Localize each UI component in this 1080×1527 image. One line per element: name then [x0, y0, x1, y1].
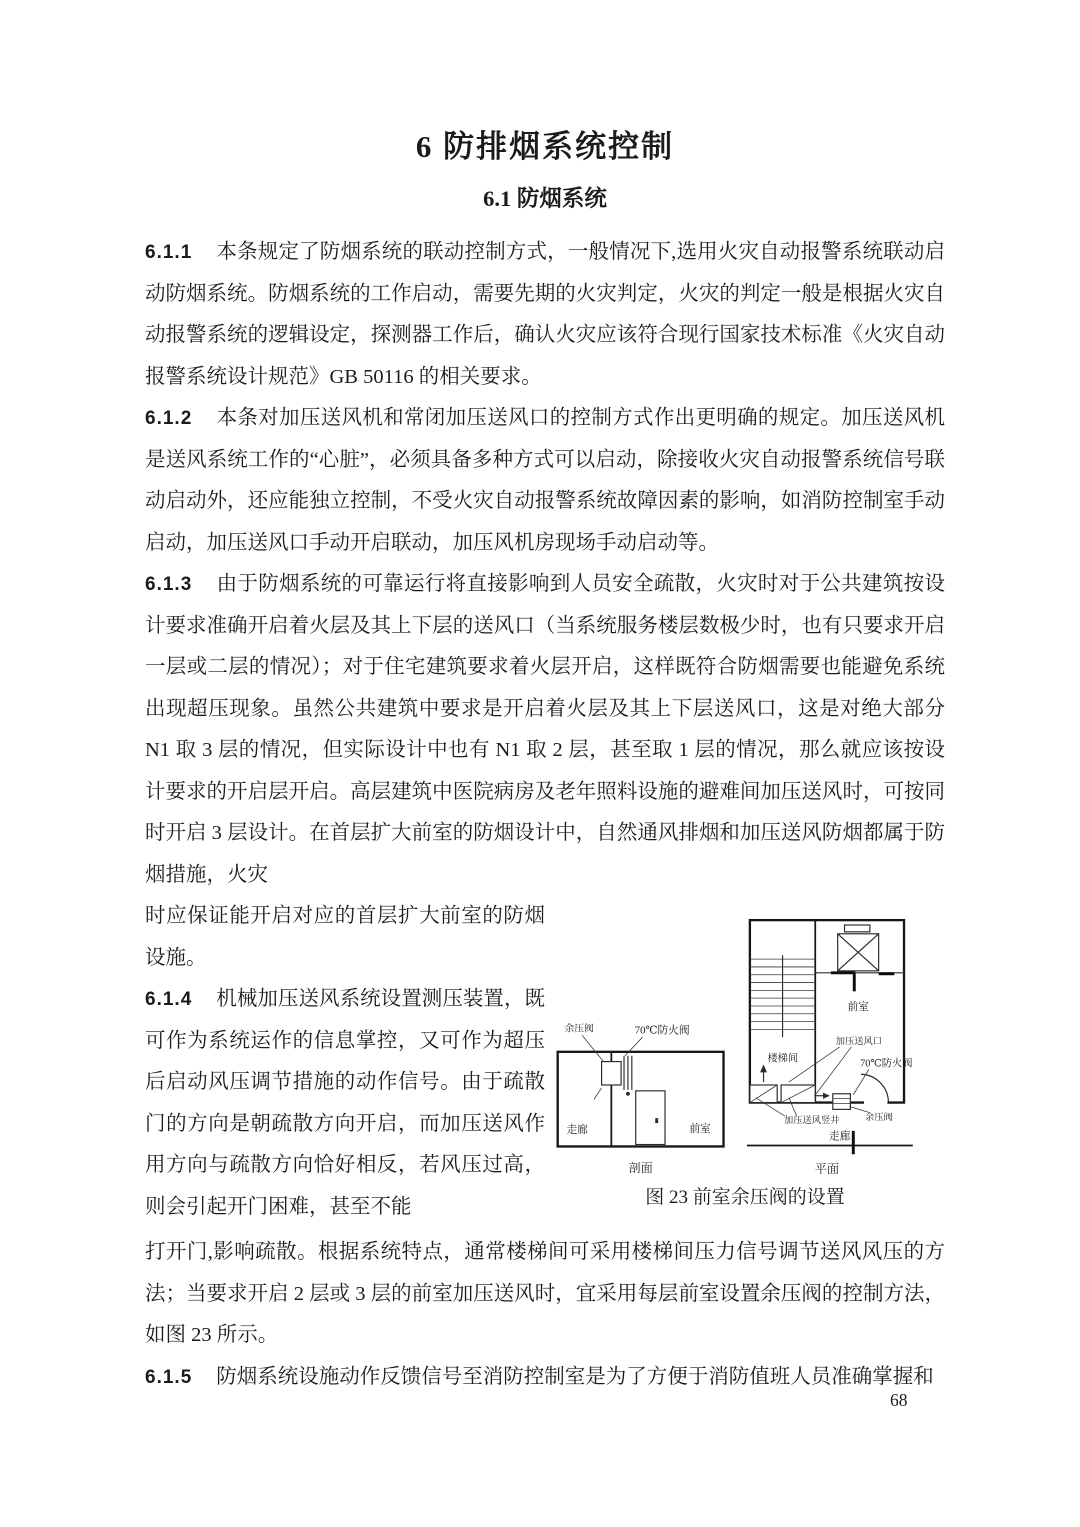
plan-outline [750, 920, 904, 1102]
figure-23 [545, 912, 945, 1209]
clause-text-6-1-2: 本条对加压送风机和常闭加压送风口的控制方式作出更明确的规定。加压送风机是送风系统工作的“心脏”，必须具备多种方式可以启动，除接收火灾自动报警系统信号联动启动外，还应能独立控制，不受火灾自动报警系统故障因素的影响，如消防控制室手动启动，加压送风口手动开启联动，加压风机房现场手动启动等。 [145, 407, 945, 554]
clause-number-6-1-5: 6.1.5 [145, 1366, 193, 1388]
narrow-text-column [145, 896, 545, 1228]
elevator-machine-box [845, 925, 870, 932]
clause-text-6-1-4-continued: 打开门,影响疏散。根据系统特点，通常楼梯间可采用楼梯间压力信号调节送风风压的方法；当要求开启 2 层或 3 层的前室加压送风时，宜采用每层前室设置余压阀的控制方法，如图 23 所示。 [145, 1241, 945, 1346]
clause-text-6-1-3-continued: 时应保证能开启对应的首层扩大前室的防烟设施。 [145, 905, 545, 969]
clause-text-6-1-5: 防烟系统设施动作反馈信号至消防控制室是为了方便于消防值班人员准确掌握和 [216, 1365, 934, 1388]
clause-6-1-1 [145, 232, 945, 398]
valve-leader-line [582, 1035, 603, 1061]
plan-damper-label: 70℃防火阀 [860, 1058, 913, 1070]
plan-anteroom-label: 前室 [847, 1000, 869, 1013]
clause-text-6-1-1: 本条规定了防烟系统的联动控制方式，一般情况下,选用火灾自动报警系统联动启动防烟系统。防烟系统的工作启动，需要先期的火灾判定，火灾的判定一般是根据火灾自动报警系统的逻辑设定，探测器工作后，确认火灾应该符合现行国家技术标准《火灾自动报警系统设计规范》GB 50116 的相关要求。 [145, 241, 945, 388]
page-content [145, 126, 945, 1398]
clause-6-1-5 [145, 1357, 945, 1399]
plan-damper-leader [853, 1069, 869, 1094]
figure-wrap-zone [145, 896, 945, 1232]
clause-6-1-3-continued [145, 896, 545, 979]
clause-text-6-1-4: 机械加压送风系统设置测压装置，既可作为系统运作的信息掌控，又可作为超压后启动风压调节措施的动作信号。由于疏散门的方向是朝疏散方向开启，而加压送风作用方向与疏散方向恰好相反，若风压过高，则会引起开门困难，甚至不能 [145, 988, 545, 1218]
plan-view-diagram [747, 920, 913, 1176]
chapter-title: 6 防排烟系统控制 [415, 129, 675, 164]
clause-number-6-1-3: 6.1.3 [145, 574, 193, 595]
clause-6-1-3 [145, 564, 945, 896]
clause-number-6-1-1: 6.1.1 [145, 242, 193, 263]
plan-residual-pressure-valve [833, 1094, 851, 1110]
clause-number-6-1-2: 6.1.2 [145, 408, 193, 429]
section-door [636, 1091, 665, 1145]
section-heading: 6.1 防烟系统 [483, 186, 607, 211]
plan-view-title: 平面 [814, 1161, 840, 1176]
plan-corridor-label: 走廊 [828, 1130, 851, 1143]
page-number: 68 [890, 1390, 908, 1410]
clause-6-1-4 [145, 979, 545, 1228]
plan-valve-leader [849, 1106, 869, 1112]
door-handle [655, 1118, 658, 1123]
damper-fusible-link [626, 1092, 630, 1096]
plan-valve-label: 余压阀 [865, 1113, 893, 1124]
clause-text-6-1-3: 由于防烟系统的可靠运行将直接影响到人员安全疏散，火灾时对于公共建筑按设计要求准确开启着火层及其上下层的送风口（当系统服务楼层数极少时，也有只要求开启一层或二层的情况）；对于住宅建筑要求着火层开启，这样既符合防烟需要也能避免系统出现超压现象。虽然公共建筑中要求是开启着火层及其上下层送风口，这是对绝大部分 N1 取 3 层的情况，但实际设计中也有 N1 取 2 层，甚至取 1 层的情况，那么就应该按设计要求的开启层开启。高层建筑中医院病房及老年照料设施的避难间加压送风时，可按同时开启 3 层设计。在首层扩大前室的防烟设计中，自然通风排烟和加压送风防烟都属于防烟措施，火灾 [145, 573, 945, 886]
supply-shaft-label: 加压送风竖井 [784, 1116, 840, 1127]
clause-number-6-1-4: 6.1.4 [145, 989, 193, 1010]
section-view-diagram [558, 1021, 724, 1174]
door-swing-arc [861, 1074, 888, 1101]
section-anteroom-label: 前室 [689, 1122, 711, 1135]
figure-23-caption: 图 23 前室余压阀的设置 [645, 1187, 845, 1208]
clause-6-1-4-continued [145, 1232, 945, 1357]
section-residual-pressure-valve [602, 1062, 622, 1085]
section-valve-label: 余压阀 [564, 1023, 594, 1035]
figure-23-diagram [545, 912, 945, 1178]
section-damper-label: 70℃防火阀 [634, 1024, 690, 1037]
section-corridor-label: 走廊 [566, 1123, 588, 1136]
supply-outlet-label: 加压送风口 [835, 1037, 882, 1048]
stairwell-label: 楼梯间 [767, 1053, 799, 1065]
section-view-title: 剖面 [628, 1160, 653, 1175]
clause-6-1-2 [145, 398, 945, 564]
